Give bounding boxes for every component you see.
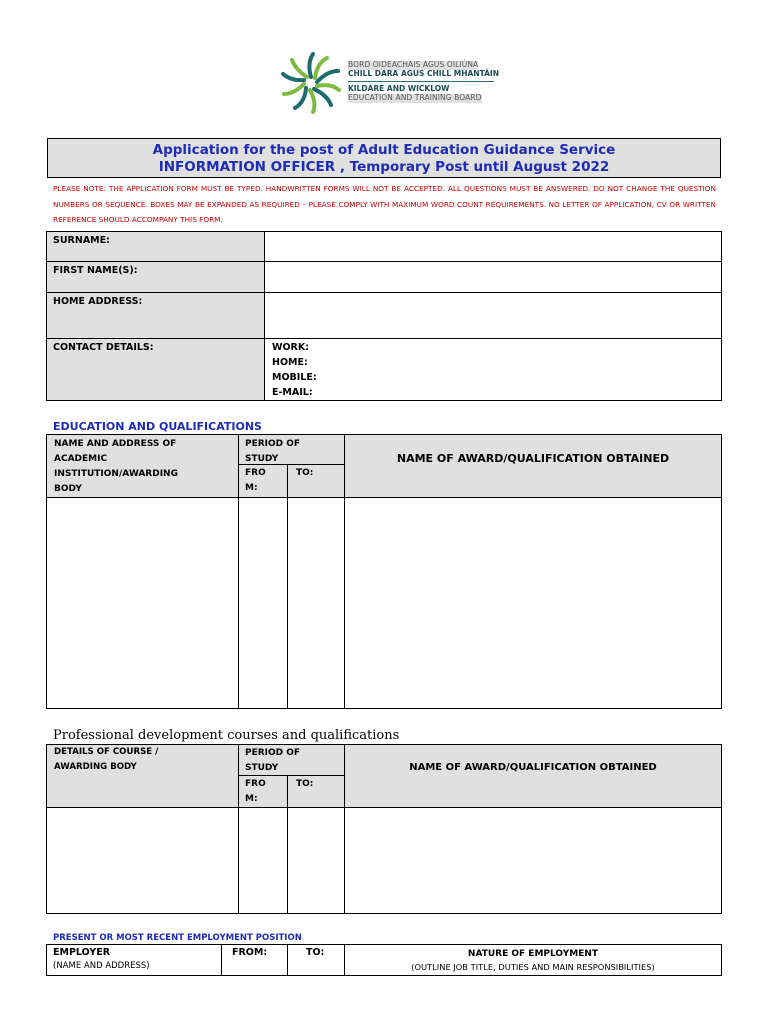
prof-to-header [287, 775, 345, 808]
prof-course-label: DETAILS OF COURSE / AWARDING BODY [54, 747, 159, 772]
surname-field[interactable] [264, 231, 722, 262]
prof-from-header [238, 775, 288, 808]
please-note: PLEASE NOTE: THE APPLICATION FORM MUST BE TYPED. HANDWRITTEN FORMS WILL NOT BE ACCEPTED. ALL QUESTIONS MUST BE ANSWERED. DO NOT CHANGE THE QUESTION NUMBERS OR SEQUENCE. BOXES MAY BE EXPANDED AS REQUIRED – PLEASE COMPLY WITH MAXIMUM WORD COUNT REQUIREMENTS. NO LETTER OF APPLICATION, CV OR WRITTEN REFERENCE SHOULD ACCOMPANY THIS FORM. [53, 184, 716, 224]
home-address-label: HOME ADDRESS: [53, 296, 143, 307]
contact-work-label: WORK: [272, 342, 310, 353]
emp-from-label: FROM: [232, 947, 268, 958]
title-box [47, 138, 721, 178]
logo-line-english-2: EDUCATION AND TRAINING BOARD [348, 93, 482, 102]
emp-from-header [221, 944, 288, 976]
emp-nature-header [344, 944, 722, 976]
logo-line-english-1: KILDARE AND WICKLOW [348, 84, 450, 93]
edu-from-header [238, 464, 288, 498]
contact-details-label: CONTACT DETAILS: [53, 342, 154, 353]
contact-email-label: E-MAIL: [272, 387, 313, 398]
emp-employer-sublabel: (NAME AND ADDRESS) [53, 961, 150, 971]
prof-course-header [46, 744, 239, 808]
kwetb-logo [276, 52, 499, 114]
emp-to-header [287, 944, 345, 976]
logo-line-irish-1: BORD OIDEACHAIS AGUS OILIÚNA [348, 60, 479, 69]
prof-to-label: TO: [296, 779, 314, 789]
edu-award-label: NAME OF AWARD/QUALIFICATION OBTAINED [396, 452, 670, 465]
emp-nature-label: NATURE OF EMPLOYMENT [467, 949, 599, 959]
edu-to-header [287, 464, 345, 498]
edu-from-field[interactable] [238, 497, 288, 709]
edu-to-label: TO: [296, 468, 314, 478]
edu-to-field[interactable] [287, 497, 345, 709]
swirl-logo-icon [276, 52, 346, 114]
prof-award-header [344, 744, 722, 808]
first-name-field[interactable] [264, 261, 722, 293]
edu-award-header [344, 434, 722, 498]
prof-period-label: PERIOD OF STUDY [245, 748, 301, 773]
surname-label-cell [46, 231, 265, 262]
edu-period-label: PERIOD OF STUDY [245, 439, 301, 464]
prof-from-label: FROM: [245, 779, 266, 804]
prof-to-field[interactable] [287, 807, 345, 914]
contact-label-cell [46, 338, 265, 401]
edu-institution-label: NAME AND ADDRESS OF ACADEMIC INSTITUTION/AWARDING BODY [54, 439, 178, 494]
emp-employer-label: EMPLOYER [53, 947, 111, 958]
logo-divider [348, 81, 494, 82]
emp-nature-sublabel: (OUTLINE JOB TITLE, DUTIES AND MAIN RESPONSIBILITIES) [411, 962, 655, 972]
prof-award-field[interactable] [344, 807, 722, 914]
edu-institution-header [46, 434, 239, 498]
edu-institution-field[interactable] [46, 497, 239, 709]
home-address-field[interactable] [264, 292, 722, 339]
prof-course-field[interactable] [46, 807, 239, 914]
emp-employer-header [46, 944, 222, 976]
prof-period-header [238, 744, 345, 776]
professional-heading: Professional development courses and qualifications [53, 728, 400, 743]
contact-mobile-label: MOBILE: [272, 372, 317, 383]
edu-period-header [238, 434, 345, 465]
edu-from-label: FROM: [245, 468, 266, 493]
education-heading: EDUCATION AND QUALIFICATIONS [53, 420, 262, 433]
logo-line-irish-2: CHILL DARA AGUS CHILL MHANTÁIN [348, 69, 499, 78]
first-name-label: FIRST NAME(S): [53, 265, 138, 276]
contact-details-field[interactable] [264, 338, 722, 401]
surname-label: SURNAME: [53, 235, 110, 246]
employment-heading: PRESENT OR MOST RECENT EMPLOYMENT POSITION [53, 933, 302, 943]
title-line-1: Application for the post of Adult Education Guidance Service [152, 142, 616, 158]
emp-to-label: TO: [306, 947, 325, 958]
prof-award-label: NAME OF AWARD/QUALIFICATION OBTAINED [409, 762, 657, 773]
contact-home-label: HOME: [272, 357, 308, 368]
first-name-label-cell [46, 261, 265, 293]
prof-from-field[interactable] [238, 807, 288, 914]
home-address-label-cell [46, 292, 265, 339]
title-line-2: INFORMATION OFFICER , Temporary Post until August 2022 [158, 159, 610, 175]
edu-award-field[interactable] [344, 497, 722, 709]
